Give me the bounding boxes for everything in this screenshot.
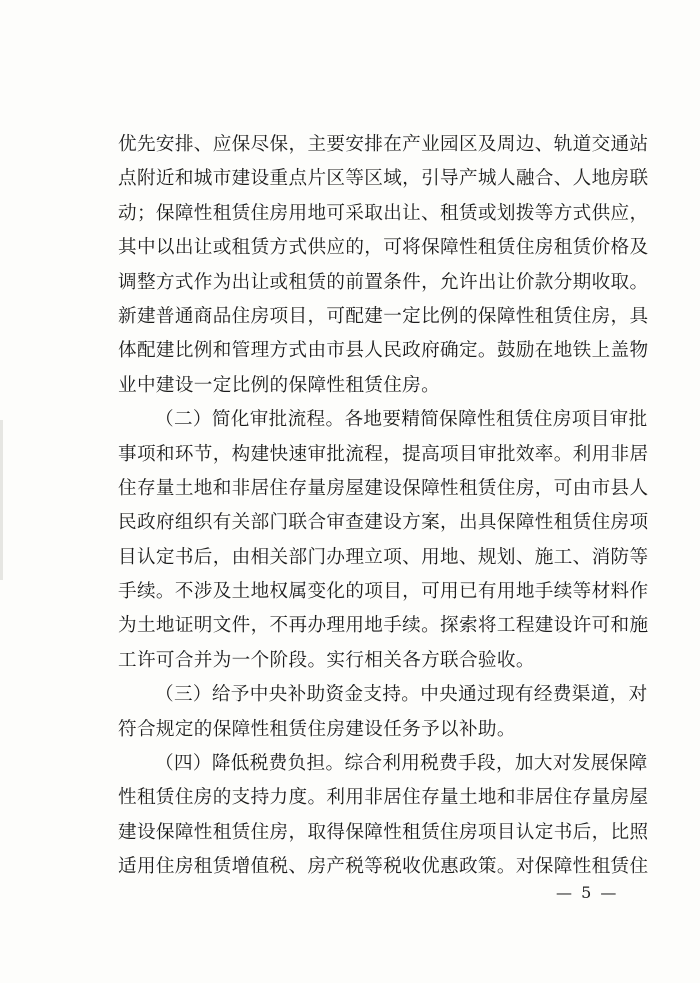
text-line: 点附近和城市建设重点片区等区域，引导产城人融合、人地房联 (118, 168, 649, 190)
text-line: 住存量土地和非居住存量房屋建设保障性租赁住房，可由市县人 (118, 477, 649, 499)
text-line: 工许可合并为一个阶段。实行相关各方联合验收。 (118, 649, 535, 671)
text-line: 建设保障性租赁住房，取得保障性租赁住房项目认定书后，比照 (118, 821, 649, 843)
page-number: — 5 — (556, 883, 619, 902)
body-text (118, 128, 649, 885)
text-line: 为土地证明文件，不再办理用地手续。探索将工程建设许可和施 (118, 615, 649, 637)
text-line: 目认定书后，由相关部门办理立项、用地、规划、施工、消防等 (118, 546, 649, 568)
scan-edge-shadow (0, 420, 3, 580)
text-line: 事项和环节，构建快速审批流程，提高项目审批效率。利用非居 (118, 443, 649, 465)
text-line: 新建普通商品住房项目，可配建一定比例的保障性租赁住房，具 (118, 305, 649, 327)
text-line: 调整方式作为出让或租赁的前置条件，允许出让价款分期收取。 (118, 271, 649, 293)
text-line: 性租赁住房的支持力度。利用非居住存量土地和非居住存量房屋 (118, 787, 649, 809)
text-line: 其中以出让或租赁方式供应的，可将保障性租赁住房租赁价格及 (118, 237, 649, 259)
section-heading-line: （三）给予中央补助资金支持。中央通过现有经费渠道，对 (155, 684, 648, 706)
text-line: 手续。不涉及土地权属变化的项目，可用已有用地手续等材料作 (118, 581, 649, 603)
section-heading-line: （二）简化审批流程。各地要精简保障性租赁住房项目审批 (155, 409, 648, 431)
text-line: 业中建设一定比例的保障性租赁住房。 (118, 374, 441, 396)
section-heading-line: （四）降低税费负担。综合利用税费手段，加大对发展保障 (155, 753, 648, 775)
text-line: 民政府组织有关部门联合审查建设方案，出具保障性租赁住房项 (118, 512, 649, 534)
text-line: 适用住房租赁增值税、房产税等税收优惠政策。对保障性租赁住 (118, 856, 649, 878)
text-line: 体配建比例和管理方式由市县人民政府确定。鼓励在地铁上盖物 (118, 340, 649, 362)
text-line: 优先安排、应保尽保，主要安排在产业园区及周边、轨道交通站 (118, 134, 649, 155)
text-line: 符合规定的保障性租赁住房建设任务予以补助。 (118, 718, 516, 740)
text-line: 动；保障性租赁住房用地可采取出让、租赁或划拨等方式供应， (118, 202, 649, 224)
